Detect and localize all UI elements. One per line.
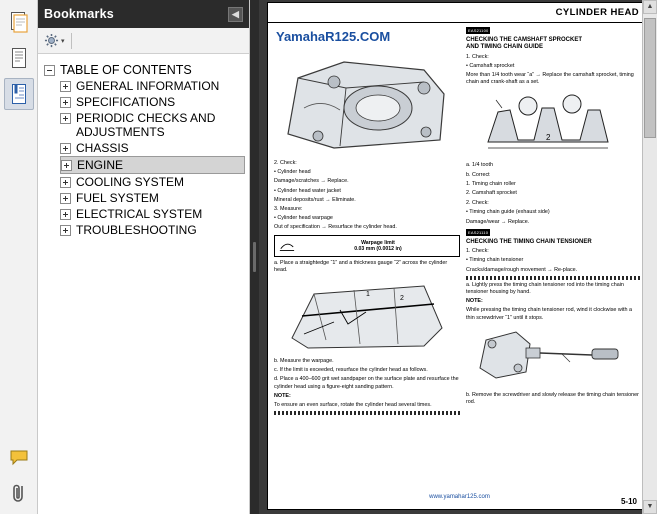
sec1-step2-item2: Damage/wear → Replace. [466,218,530,225]
page-footer [268,485,651,509]
expand-toggle-icon[interactable] [60,143,71,154]
section-1-title-line1: CHECKING THE CAMSHAFT SPROCKET [466,37,583,44]
figure-straightedge-measurement [274,276,460,354]
expand-toggle-icon[interactable] [60,193,71,204]
scrollbar-thumb[interactable] [644,18,656,138]
warpage-limit-label: Warpage limit [361,239,395,246]
sec1-step2-item1: • Timing chain guide (exhaust side) [466,209,550,216]
bookmark-options-button[interactable] [44,33,65,48]
page-left-column [274,27,466,485]
collapse-panel-button[interactable]: ◀ [228,7,243,22]
watermark-site-title: YamahaR125.COM [276,29,391,44]
bookmark-label: FUEL SYSTEM [76,191,159,205]
sec2-step-a: a. Lightly press the timing chain tensioner rod into the timing chain tensioner housing by hand. [466,281,624,296]
sec2-step1-item2: Cracks/damage/rough movement → Re-place. [466,266,578,273]
warpage-limit-value: 0.03 mm (0.0012 in) [354,245,402,252]
bookmarks-toolbar [38,28,249,54]
section-2-title: CHECKING THE TIMING CHAIN TENSIONER [466,239,592,246]
step-2-item-2: Damage/scratches → Replace. [274,178,349,185]
sec1-step1: 1. Check: [466,53,489,60]
bookmark-label: TROUBLESHOOTING [76,223,197,237]
pages-thumbnail-icon[interactable] [4,6,34,38]
expand-toggle-icon[interactable] [61,160,72,171]
bookmarks-panel [38,0,250,514]
bookmark-label: PERIODIC CHECKS AND ADJUSTMENTS [76,111,216,139]
scroll-down-arrow[interactable]: ▼ [643,500,657,514]
bookmarks-title: Bookmarks [44,7,114,21]
figure-timing-chain-tensioner [466,324,641,388]
splitter-grip[interactable] [253,242,256,272]
legend-a: a. 1/4 tooth [466,162,493,169]
note-divider-wavy [274,411,460,415]
svg-text:2: 2 [546,133,551,143]
bookmarks-icon[interactable] [4,78,34,110]
bookmark-item-cooling-system[interactable] [60,174,245,190]
section-2-divider-wavy [466,276,641,280]
note-b: b. Measure the warpage. [274,358,334,365]
step-3-title: 3. Measure: [274,206,303,213]
step-3-item-1: • Cylinder head warpage [274,215,333,222]
section-2-block [466,229,641,322]
page-body [268,23,651,485]
document-viewport[interactable] [259,0,657,514]
bookmark-item-electrical-system[interactable] [60,206,245,222]
section-id-1: EAS21100 [468,28,489,33]
gear-icon [44,33,59,48]
note-a: a. Place a straightedge “1” and a thickness gauge “2” across the cylinder head. [274,259,448,273]
legend-1: 1. Timing chain roller [466,180,516,187]
left-column-text [274,160,460,232]
warpage-limit-text [300,240,456,252]
sec2-step1-item1: • Timing chain tensioner [466,257,524,264]
bookmark-label: SPECIFICATIONS [76,95,176,109]
bookmark-root-table-of-contents[interactable] [44,62,245,78]
legend-2: 2. Camshaft sprocket [466,190,517,197]
bookmark-item-fuel-system[interactable] [60,190,245,206]
section-id-2: EAS21110 [468,229,489,235]
warpage-limit-box [274,235,460,257]
page-header [268,3,651,23]
bookmark-label: CHASSIS [76,141,129,155]
navigation-rail [0,0,38,514]
document-vertical-scrollbar[interactable] [642,0,657,514]
figure-legend [466,162,641,225]
measure-icon [278,238,296,254]
note-label-left: NOTE: [274,392,291,399]
step-3-item-2: Out of specification → Resurface the cylinder head. [274,224,397,231]
expand-toggle-icon[interactable] [60,81,71,92]
sec2-step1: 1. Check: [466,248,489,255]
section-2-step-b [466,392,641,406]
bookmarks-tree [38,54,249,514]
chapter-title: CYLINDER HEAD [555,7,639,18]
svg-text:2: 2 [400,295,404,303]
expand-toggle-icon[interactable] [60,209,71,220]
comment-icon[interactable] [4,442,34,474]
bookmark-item-general-information[interactable] [60,78,245,94]
step-a-text [274,260,460,274]
sec1-step1-item2: More than 1/4 tooth wear “a” → Replace the camshaft sprocket, timing chain and crank-shaft as a set. [466,72,634,86]
note-text-right: While pressing the timing chain tensioner rod, wind it clockwise with a thin screwdriver “1” until it stops. [466,307,632,321]
page-right-column [466,27,641,485]
section-1-title-line2: AND TIMING CHAIN GUIDE [466,44,543,51]
sec1-step2: 2. Check: [466,200,489,207]
bookmark-label: GENERAL INFORMATION [76,79,220,93]
document-pages-icon[interactable] [4,42,34,74]
bookmark-item-chassis[interactable] [60,140,245,156]
scroll-up-arrow[interactable]: ▲ [643,0,657,14]
collapse-toggle-icon[interactable] [44,65,55,76]
bookmark-label: COOLING SYSTEM [76,175,185,189]
note-c: c. If the limit is exceeded, resurface the cylinder head as follows. [274,367,428,374]
bookmark-item-troubleshooting[interactable] [60,222,245,238]
step-2-title: 2. Check: [274,160,297,166]
steps-b-c-d-text [274,358,460,409]
footer-url: www.yamahar125.com [429,494,490,500]
bookmark-item-engine[interactable] [60,156,245,174]
step-2-item-4: Mineral deposits/rust → Eliminate. [274,196,356,203]
note-d: d. Place a 400–600 grit wet sandpaper on the surface plate and resurface the cylinder head using a figure-eight sanding pattern. [274,376,459,390]
figure-cylinder-head [274,48,460,156]
legend-b: b. Correct [466,171,490,178]
sec2-step-b: b. Remove the screwdriver and slowly release the timing chain tensioner rod. [466,391,639,406]
pdf-page [267,2,652,510]
bookmark-label: TABLE OF CONTENTS [60,63,192,77]
svg-text:1: 1 [366,291,370,299]
toolbar-divider [71,33,72,49]
step-2-item-1: • Cylinder head [274,169,311,176]
expand-toggle-icon[interactable] [60,97,71,108]
sec1-step1-item1: • Camshaft sprocket [466,62,515,69]
expand-toggle-icon[interactable] [60,225,71,236]
attachments-icon[interactable] [4,478,34,510]
right-column-text [466,27,641,86]
chevron-down-icon: ▾ [61,37,65,45]
panel-splitter[interactable] [250,0,259,514]
expand-toggle-icon[interactable] [60,113,71,124]
figure-sprocket-tooth-wear [466,88,641,158]
bookmark-item-periodic-checks-and-adjustments[interactable] [60,110,245,140]
note-text-left: To ensure an even surface, rotate the cylinder head several times. [274,402,432,409]
bookmark-item-specifications[interactable] [60,94,245,110]
expand-toggle-icon[interactable] [60,177,71,188]
bookmark-label: ELECTRICAL SYSTEM [76,207,203,221]
page-number: 5-10 [620,497,637,506]
bookmarks-header [38,0,249,28]
note-label-right: NOTE: [466,298,483,305]
step-2-item-3: • Cylinder head water jacket [274,187,341,194]
bookmark-label: ENGINE [77,158,124,172]
